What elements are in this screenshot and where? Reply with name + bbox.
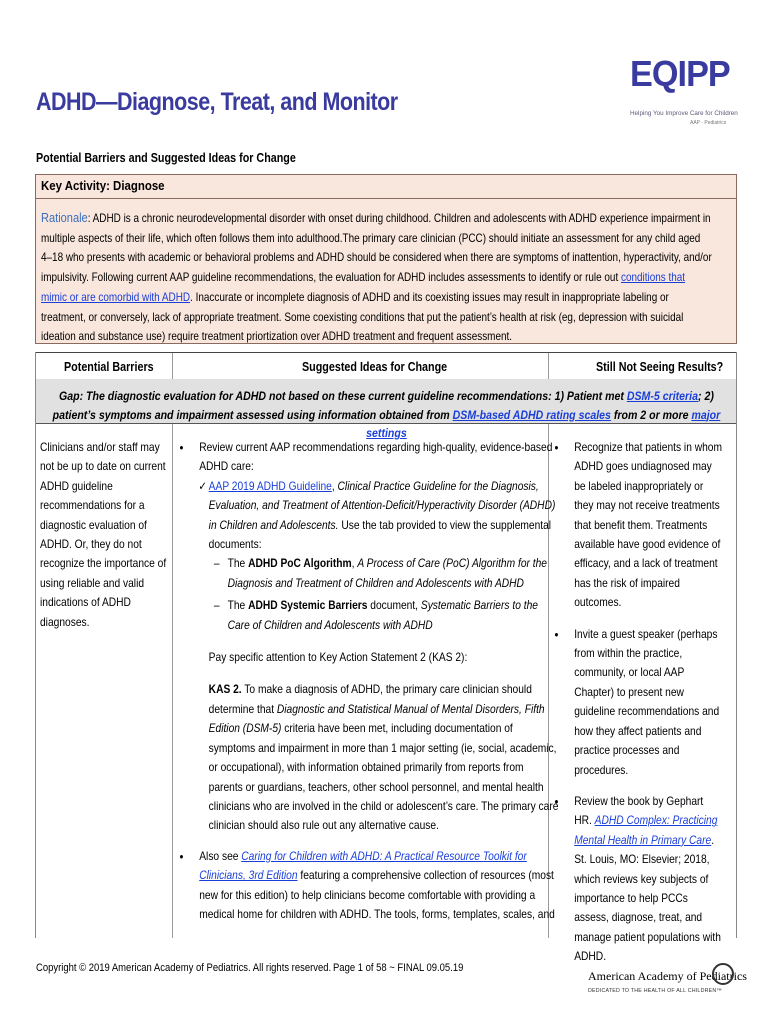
barrier-cell [40, 438, 188, 632]
gap-text-1: Gap: The diagnostic evaluation for ADHD not based on these current guideline recommendations: 1) Patient met [59, 389, 627, 403]
dsm5-title: Diagnostic and Statistical Manual of Mental Disorders, Fifth Edition (DSM-5) [208, 701, 545, 736]
poc-algorithm-subtitle: A Process of Care (PoC) Algorithm for the Diagnosis and Treatment of Children and Adolescents with ADHD [227, 556, 547, 590]
systemic-barriers-title: ADHD Systemic Barriers [248, 598, 368, 613]
book-tail: . St. Louis, MO: Elsevier; 2018, which reviews key subjects of importance to help PCCs assess, diagnose, treat, and manage patient populations with ADHD. [574, 832, 721, 964]
barrier-text: Clinicians and/or staff may not be up to date on current ADHD guideline recommendations for a diagnostic evaluation of ADHD. Or, they do not recognize the importance of using reliable and valid indications of ADHD diagnoses. [40, 440, 167, 629]
aap-logo [588, 960, 747, 1000]
kas2-text-1: To make a diagnosis of ADHD, the primary care clinician should determine that [208, 682, 532, 716]
eqipp-logo [630, 53, 740, 142]
rationale-text [41, 208, 713, 347]
idea-guideline-item [176, 477, 559, 555]
dash-mid: document, [367, 598, 421, 613]
idea-bullet-toolkit [176, 847, 559, 925]
rationale-label: Rationale [41, 210, 88, 225]
poc-algorithm-item [176, 554, 559, 593]
systemic-barriers-subtitle: Systematic Barriers to the Care of Children and Adolescents with ADHD [227, 598, 538, 632]
separator: , [351, 556, 358, 571]
aap-guideline-link[interactable]: AAP 2019 ADHD Guideline [208, 478, 332, 493]
gap-text-2: ; 2) patient’s symptoms and impairment assessed using information obtained from [52, 389, 714, 422]
adhd-complex-link[interactable]: ADHD Complex: Practicing Mental Health in Primary Care [574, 813, 718, 847]
aap-tagline: DEDICATED TO THE HEALTH OF ALL CHILDREN™ [588, 988, 722, 994]
rationale-part-2: . Inaccurate or incomplete diagnosis of ADHD and its coexisting issues may result in inappropriate labeling or treatment, or conversely, lack of appropriate treatment. Some coexisting conditions that put the patient’s health at risk (eg, depression with suicidal ideation and substance use) require treatment priortization over ADHD treatment and frequent assessment. [41, 290, 684, 344]
kas-attention-note: Pay specific attention to Key Action Statement 2 (KAS 2): [208, 650, 468, 665]
table-header-row [36, 352, 736, 381]
result-bullet-review-book [551, 792, 723, 967]
footer-copyright: Copyright © 2019 American Academy of Pediatrics. All rights reserved. [36, 962, 332, 974]
guideline-title: Clinical Practice Guideline for the Diagnosis, Evaluation, and Treatment of Attention-Deficit/Hyperactivity Disorder (ADHD) in Children and Adolescents. [208, 478, 556, 532]
barriers-table [35, 352, 737, 964]
key-activity-header [36, 175, 736, 199]
key-activity-box [35, 174, 737, 344]
header-suggested-ideas: Suggested Ideas for Change [302, 360, 448, 374]
kas2-statement [176, 680, 559, 835]
rationale-part-1: : ADHD is a chronic neurodevelopmental disorder with onset during childhood. Children and adolescents with ADHD experience impairment in multiple aspects of their life, which often follows them into adulthood.The primary care clinician (PCC) should initiate an assessment for any child aged 4–18 who presents with academic or behavioral problems and ADHD should be considered when there are symptoms of inattention, hyperactivity, and/or impulsivity. Following current AAP guideline recommendations, the evaluation for ADHD includes assessments to identify or rule out [41, 212, 712, 285]
rating-scales-link[interactable]: DSM-based ADHD rating scales [452, 407, 611, 422]
dash-prefix: The [227, 598, 249, 613]
gap-statement-row [36, 379, 736, 440]
comorbid-conditions-link[interactable]: conditions that mimic or are comorbid with ADHD [41, 271, 686, 304]
page-title: ADHD—Diagnose, Treat, and Monitor [36, 88, 398, 116]
result-bullet-guest-speaker: • Invite a guest speaker (perhaps from within the practice, community, or local AAP Chapter) to present new guideline recommendations and how they affect patients and practice processes and procedures. [551, 625, 723, 780]
gap-statement [36, 387, 737, 443]
header-divider [172, 353, 173, 380]
logo-wordmark: EQIPP [630, 53, 730, 94]
header-divider [548, 353, 549, 380]
dsm5-criteria-link[interactable]: DSM-5 criteria [626, 389, 698, 403]
aap-name: American Academy of Pediatrics [588, 969, 747, 983]
result-bullet-recognize: • Recognize that patients in whom ADHD goes undiagnosed may be labeled inappropriately or they may not receive treatments that benefit them. Treatments available have good evidence of efficacy, and a lack of treatment has the risk of impaired outcomes. [551, 438, 723, 613]
results-cell [551, 438, 751, 967]
header-potential-barriers: Potential Barriers [64, 360, 154, 374]
dash-prefix: The [227, 556, 249, 571]
logo-tagline: Helping You Improve Care for Children [630, 110, 738, 117]
footer-page-number: Page 1 of 58 ~ FINAL 09.05.19 [333, 962, 464, 974]
systemic-barriers-item [176, 596, 559, 635]
separator: , [331, 478, 338, 493]
major-settings-link[interactable]: major settings [366, 407, 721, 440]
logo-subtag: AAP · Pediatrics [690, 120, 727, 126]
section-heading: Potential Barriers and Suggested Ideas for Change [36, 151, 296, 165]
aap-seal-icon [712, 963, 734, 985]
header-still-not-seeing: Still Not Seeing Results? [596, 360, 724, 374]
kas2-label: KAS 2. [208, 682, 242, 697]
toolkit-prefix: Also see [199, 848, 242, 863]
poc-algorithm-title: ADHD PoC Algorithm [248, 556, 352, 571]
kas2-text-2: criteria have been met, including documentation of symptoms and impairment in more than 1 major setting (ie, social, academic, or occupational), with information obtained primarily from reports from parents or guardians, teachers, other school personnel, and mental health clinicians who are involved in the child or adolescent’s care. The primary care clinician should also rule out any alternative cause. [208, 721, 559, 833]
guideline-tail: Use the tab provided to view the supplemental documents: [208, 517, 552, 552]
gap-text-3: from 2 or more [610, 407, 692, 422]
idea-bullet-review-recommendations: • Review current AAP recommendations regarding high-quality, evidence-based ADHD care: [176, 438, 559, 477]
adhd-toolkit-link[interactable]: Caring for Children with ADHD: A Practical Resource Toolkit for Clinicians, 3rd Edition [199, 848, 527, 883]
book-prefix: Review the book by Gephart HR. [574, 793, 704, 828]
toolkit-tail: featuring a comprehensive collection of resources (most new for this edition) to help clinicians become comfortable with providing a medical home for children with ADHD. The tools, forms, templates, scales, and [199, 868, 555, 921]
key-activity-label: Key Activity: Diagnose [41, 178, 165, 193]
